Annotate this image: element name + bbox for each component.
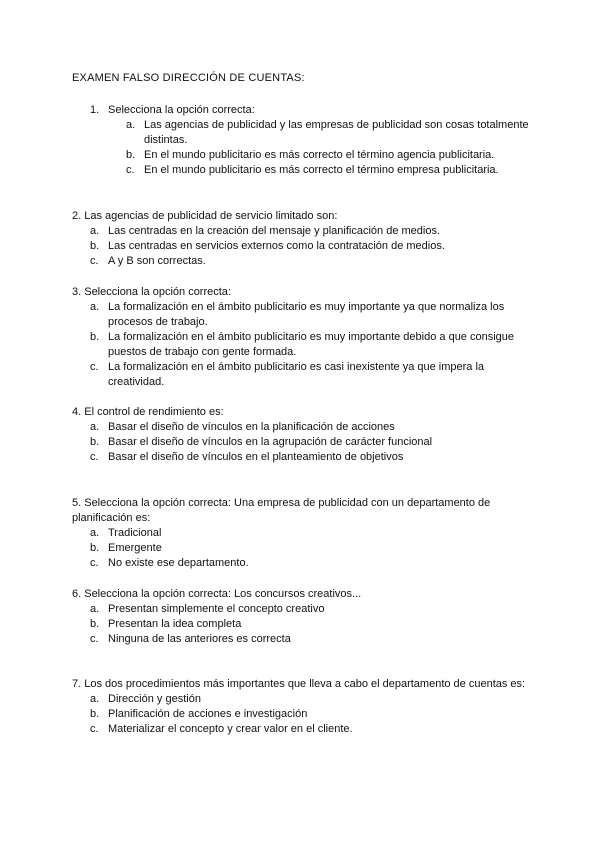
option-a (72, 420, 532, 435)
option-text: En el mundo publicitario es más correcto el término empresa publicitaria. (144, 164, 499, 176)
option-a (72, 118, 532, 148)
question-7 (72, 677, 532, 737)
option-a (72, 224, 532, 239)
question-3 (72, 285, 532, 390)
option-letter: b. (90, 240, 100, 252)
option-text: Basar el diseño de vínculos en la agrupación de carácter funcional (108, 436, 433, 448)
option-letter: a. (90, 421, 100, 433)
question-text: 3. Selecciona la opción correcta: (72, 286, 231, 298)
option-b (72, 435, 532, 450)
question-number: 1. (90, 104, 100, 116)
option-list (72, 224, 532, 269)
question-2 (72, 209, 532, 269)
option-list (72, 526, 532, 571)
option-c (72, 254, 532, 269)
option-b (72, 707, 532, 722)
option-text: Basar el diseño de vínculos en la planificación de acciones (108, 421, 395, 433)
option-c (72, 632, 532, 647)
option-list (72, 602, 532, 647)
option-text: Materializar el concepto y crear valor en el cliente. (108, 723, 353, 735)
option-text: Las centradas en servicios externos como la contratación de medios. (108, 240, 445, 252)
option-list (72, 118, 532, 178)
question-5 (72, 496, 532, 571)
question-4 (72, 405, 532, 465)
option-text: La formalización en el ámbito publicitario es casi inexistente ya que impera la creatividad. (108, 361, 485, 388)
question-1 (72, 103, 532, 178)
question-1-header (72, 103, 532, 118)
exam-title: EXAMEN FALSO DIRECCIÓN DE CUENTAS: (72, 72, 305, 84)
option-letter: a. (126, 119, 136, 131)
question-text: 5. Selecciona la opción correcta: Una empresa de publicidad con un departamento de planificación es: (72, 497, 491, 524)
option-letter: b. (90, 618, 100, 630)
option-letter: b. (90, 436, 100, 448)
option-text: Ninguna de las anteriores es correcta (108, 633, 291, 645)
option-letter: a. (90, 693, 100, 705)
option-text: No existe ese departamento. (108, 557, 249, 569)
option-text: A y B son correctas. (108, 255, 206, 267)
option-letter: a. (90, 301, 100, 313)
option-letter: c. (90, 255, 99, 267)
option-text: La formalización en el ámbito publicitario es muy importante ya que normaliza los procesos de trabajo. (108, 301, 505, 328)
question-text: Selecciona la opción correcta: (108, 104, 255, 116)
option-letter: c. (90, 723, 99, 735)
option-list (72, 692, 532, 737)
option-text: Dirección y gestión (108, 693, 201, 705)
option-letter: b. (90, 331, 100, 343)
option-letter: c. (126, 164, 135, 176)
option-letter: c. (90, 557, 99, 569)
question-text: 6. Selecciona la opción correcta: Los concursos creativos... (72, 588, 362, 600)
option-text: En el mundo publicitario es más correcto el término agencia publicitaria. (144, 149, 495, 161)
option-a (72, 602, 532, 617)
option-a (72, 526, 532, 541)
option-text: Emergente (108, 542, 162, 554)
option-b (72, 148, 532, 163)
question-text: 4. El control de rendimiento es: (72, 406, 224, 418)
question-text: 7. Los dos procedimientos más importantes que lleva a cabo el departamento de cuentas es: (72, 678, 526, 690)
option-text: Las agencias de publicidad y las empresas de publicidad son cosas totalmente distintas. (144, 119, 529, 146)
option-a (72, 692, 532, 707)
option-c (72, 163, 532, 178)
option-text: Basar el diseño de vínculos en el planteamiento de objetivos (108, 451, 404, 463)
option-letter: b. (90, 542, 100, 554)
option-text: Planificación de acciones e investigación (108, 708, 308, 720)
option-letter: a. (90, 603, 100, 615)
option-letter: c. (90, 451, 99, 463)
option-list (72, 300, 532, 390)
option-b (72, 330, 532, 360)
option-letter: b. (90, 708, 100, 720)
option-b (72, 541, 532, 556)
option-b (72, 239, 532, 254)
option-letter: c. (90, 633, 99, 645)
option-c (72, 556, 532, 571)
option-text: Presentan la idea completa (108, 618, 242, 630)
question-text: 2. Las agencias de publicidad de servicio limitado son: (72, 210, 338, 222)
option-text: La formalización en el ámbito publicitario es muy importante debido a que consigue puestos de trabajo con gente formada. (108, 331, 515, 358)
question-6 (72, 587, 532, 647)
option-text: Tradicional (108, 527, 162, 539)
option-c (72, 450, 532, 465)
option-letter: a. (90, 527, 100, 539)
option-c (72, 360, 532, 390)
option-c (72, 722, 532, 737)
option-list (72, 420, 532, 465)
option-letter: c. (90, 361, 99, 373)
option-letter: b. (126, 149, 136, 161)
option-a (72, 300, 532, 330)
option-b (72, 617, 532, 632)
option-text: Presentan simplemente el concepto creativo (108, 603, 325, 615)
option-text: Las centradas en la creación del mensaje y planificación de medios. (108, 225, 441, 237)
option-letter: a. (90, 225, 100, 237)
